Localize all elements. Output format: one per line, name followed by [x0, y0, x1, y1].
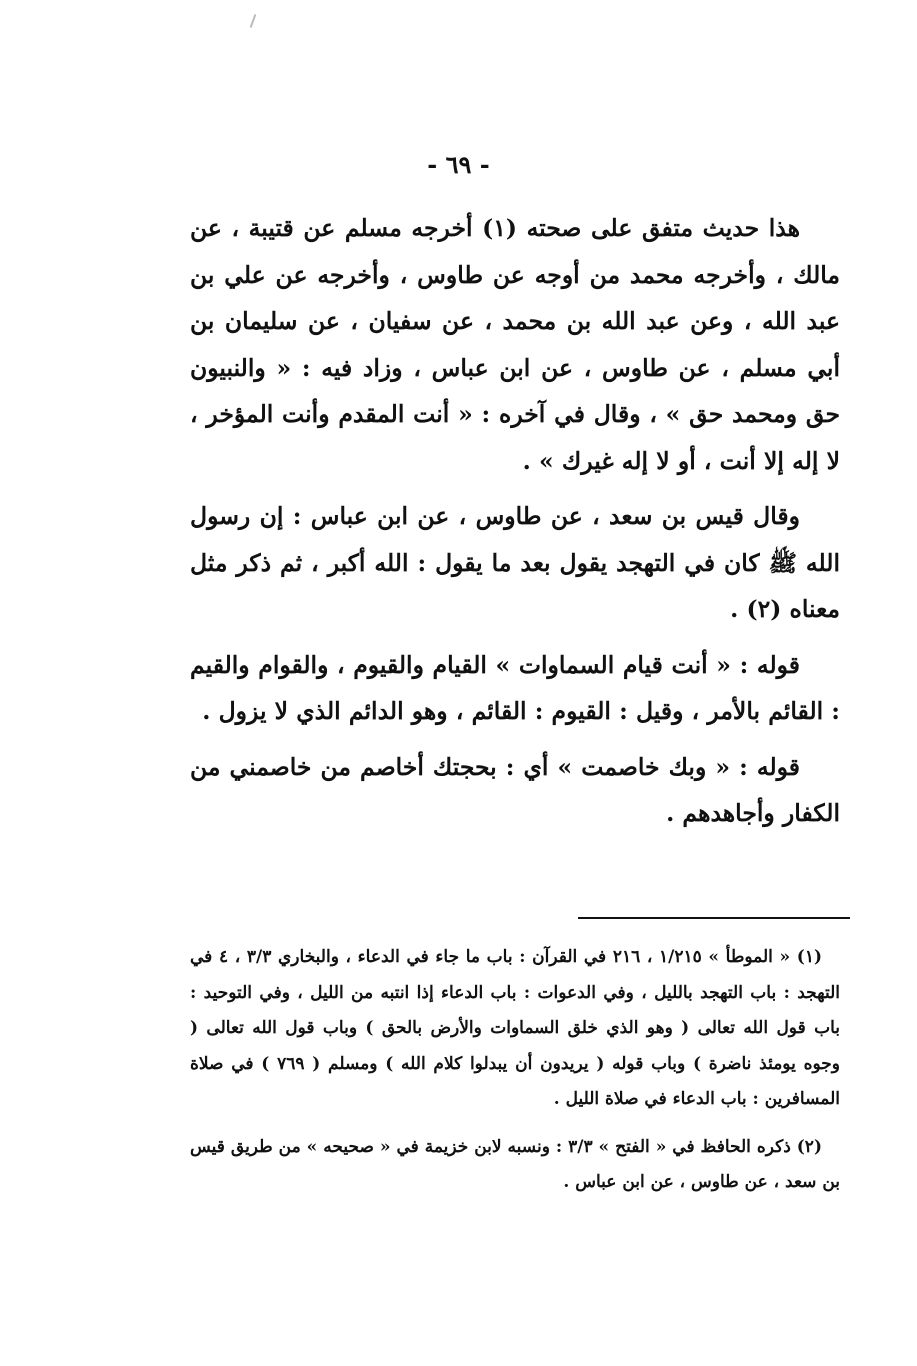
- paragraph: قوله : « وبك خاصمت » أي : بحجتك أخاصم من خاصمني من الكفار وأجاهدهم .: [190, 752, 840, 827]
- scan-speck: [250, 14, 257, 28]
- page-number: - ٦٩ -: [427, 150, 490, 179]
- footnotes: [190, 940, 840, 1213]
- footnote: (١) « الموطأ » ١/٢١٥ ، ٢١٦ في القرآن : باب ما جاء في الدعاء ، والبخاري ٣/٣ ، ٤ في التهجد : باب التهجد بالليل ، وفي الدعوات : باب الدعاء إذا انتبه من الليل ، وفي التوحيد : باب قول الله تعالى ( وهو الذي خلق السماوات والأرض بالحق ) وباب قول الله تعالى ( وجوه يومئذ ناضرة ) وباب قوله ( يريدون أن يبدلوا كلام الله ) ومسلم ( ٧٦٩ ) في صلاة المسافرين : باب الدعاء في صلاة الليل .: [190, 947, 840, 1109]
- paragraph: هذا حديث متفق على صحته (١) أخرجه مسلم عن قتيبة ، عن مالك ، وأخرجه محمد من أوجه عن طاوس ، وأخرجه عن علي بن عبد الله ، وعن عبد الله بن محمد ، عن سفيان ، عن سليمان بن أبي مسلم ، عن طاوس ، عن ابن عباس ، وزاد فيه : « والنبيون حق ومحمد حق » ، وقال في آخره : « أنت المقدم وأنت المؤخر ، لا إله إلا أنت ، أو لا إله غيرك » .: [190, 214, 840, 475]
- paragraph: قوله : « أنت قيام السماوات » القيام والقيوم ، والقوام والقيم : القائم بالأمر ، وقيل : القيوم : القائم ، وهو الدائم الذي لا يزول .: [190, 650, 840, 725]
- main-text: [190, 205, 840, 846]
- footnote-separator: [578, 917, 850, 919]
- footnote: (٢) ذكره الحافظ في « الفتح » ٣/٣ : ونسبه لابن خزيمة في « صحيحه » من طريق قيس بن سعد ، عن طاوس ، عن ابن عباس .: [190, 1136, 840, 1192]
- paragraph: وقال قيس بن سعد ، عن طاوس ، عن ابن عباس : إن رسول الله ﷺ كان في التهجد يقول بعد ما يقول : الله أكبر ، ثم ذكر مثل معناه (٢) .: [190, 502, 840, 623]
